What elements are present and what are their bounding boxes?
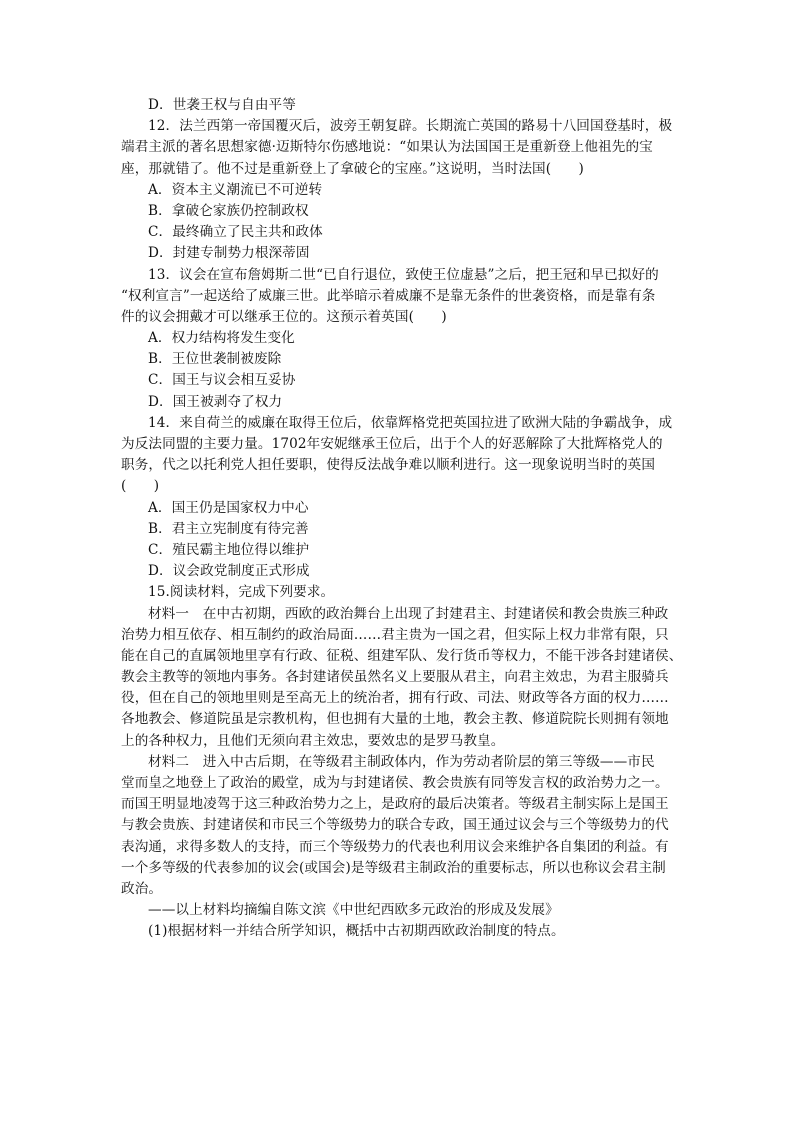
document-body bbox=[121, 95, 683, 943]
q12-option-c: C．最终确立了民主共和政体 bbox=[148, 224, 323, 241]
material2-line-3: 而国王明显地凌驾于这三种政治势力之上，是政府的最后决策者。等级君主制实际上是国王 bbox=[121, 796, 669, 813]
q15-requirement-1: (1)根据材料一并结合所学知识，概括中古初期西欧政治制度的特点。 bbox=[148, 923, 565, 940]
material2-line-4: 与教会贵族、封建诸侯和市民三个等级势力的联合专政，国王通过议会与三个等级势力的代 bbox=[121, 817, 669, 834]
q13-stem-line-2: “权利宣言”一起送给了威廉三世。此举暗示着威廉不是靠无条件的世袭资格，而是靠有条 bbox=[121, 287, 656, 304]
q13-option-d: D．国王被剥夺了权力 bbox=[148, 393, 283, 410]
q14-option-b: B．君主立宪制度有待完善 bbox=[148, 520, 309, 537]
q14-option-c: C．殖民霸主地位得以维护 bbox=[148, 541, 310, 558]
material2-line-5: 表沟通，求得多数人的支持，而三个等级势力的代表也利用议会来维护各自集团的利益。有 bbox=[121, 838, 669, 855]
material1-line-7: 上的各种权力，且他们无须向君主效忠，要效忠的是罗马教皇。 bbox=[121, 732, 505, 749]
q14-option-a: A．国王仍是国家权力中心 bbox=[148, 499, 309, 516]
q14-stem-line-4: ( ) bbox=[121, 478, 160, 495]
q14-stem-line-3: 职务，代之以托利党人担任要职，使得反法战争难以顺利进行。这一现象说明当时的英国 bbox=[121, 457, 656, 474]
material1-line-6: 各地教会、修道院虽是宗教机构，但也拥有大量的土地，教会主教、修道院院长则拥有领地 bbox=[121, 711, 669, 728]
q15-stem: 15.阅读材料，完成下列要求。 bbox=[148, 584, 335, 601]
q11-option-d: D．世袭王权与自由平等 bbox=[148, 97, 296, 113]
q13-stem-line-1: 13．议会在宣布詹姆斯二世“已自行退位，致使王位虚悬”之后，把王冠和早已拟好的 bbox=[148, 266, 659, 283]
material2-line-1: 材料二 进入中古后期，在等级君主制政体内，作为劳动者阶层的第三等级——市民 bbox=[148, 753, 655, 770]
material1-line-2: 治势力相互依存、相互制约的政治局面……君主贵为一国之君，但实际上权力非常有限，只 bbox=[121, 626, 669, 643]
material2-line-2: 堂而皇之地登上了政治的殿堂，成为与封建诸侯、教会贵族有同等发言权的政治势力之一。 bbox=[121, 775, 669, 791]
q13-option-a: A．权力结构将发生变化 bbox=[148, 330, 295, 347]
q14-stem-line-2: 为反法同盟的主要力量。1702年安妮继承王位后，出于个人的好恶解除了大批辉格党人的 bbox=[121, 436, 663, 452]
q12-stem-line-1: 12．法兰西第一帝国覆灭后，波旁王朝复辟。长期流亡英国的路易十八回国登基时，极 bbox=[148, 118, 673, 135]
q12-stem-line-2: 端君主派的著名思想家德·迈斯特尔伤感地说：“如果认为法国国王是重新登上他祖先的宝 bbox=[121, 139, 653, 156]
q14-option-d: D．议会政党制度正式形成 bbox=[148, 563, 310, 580]
q13-option-b: B．王位世袭制被废除 bbox=[148, 351, 282, 368]
material1-line-4: 教会主教等的领地内事务。各封建诸侯虽然名义上要服从君主，向君主效忠，为君主服骑兵 bbox=[121, 669, 669, 686]
q12-option-a: A．资本主义潮流已不可逆转 bbox=[148, 181, 323, 198]
material2-line-7: 政治。 bbox=[121, 880, 163, 897]
q12-stem-line-3: 座，那就错了。他不过是重新登上了拿破仑的宝座。”这说明，当时法国( ) bbox=[121, 160, 584, 177]
q13-stem-line-3: 件的议会拥戴才可以继承王位的。这预示着英国( ) bbox=[121, 308, 447, 325]
q12-option-d: D．封建专制势力根深蒂固 bbox=[148, 245, 310, 262]
material1-line-3: 能在自己的直属领地里享有行政、征税、组建军队、发行货币等权力，不能干涉各封建诸侯、 bbox=[121, 647, 683, 664]
q13-option-c: C．国王与议会相互妥协 bbox=[148, 372, 296, 389]
material1-line-5: 役，但在自己的领地里则是至高无上的统治者，拥有行政、司法、财政等各方面的权力…… bbox=[121, 690, 669, 707]
material1-line-1: 材料一 在中古初期，西欧的政治舞台上出现了封建君主、封建诸侯和教会贵族三种政 bbox=[148, 605, 669, 622]
q12-option-b: B．拿破仑家族仍控制政权 bbox=[148, 202, 309, 219]
q14-stem-line-1: 14．来自荷兰的威廉在取得王位后，依靠辉格党把英国拉进了欧洲大陆的争霸战争，成 bbox=[148, 414, 673, 431]
material-source: ——以上材料均摘编自陈文滨《中世纪西欧多元政治的形成及发展》 bbox=[148, 902, 559, 919]
material2-line-6: 一个多等级的代表参加的议会(或国会)是等级君主制政治的重要标志，所以也称议会君主制 bbox=[121, 859, 666, 876]
